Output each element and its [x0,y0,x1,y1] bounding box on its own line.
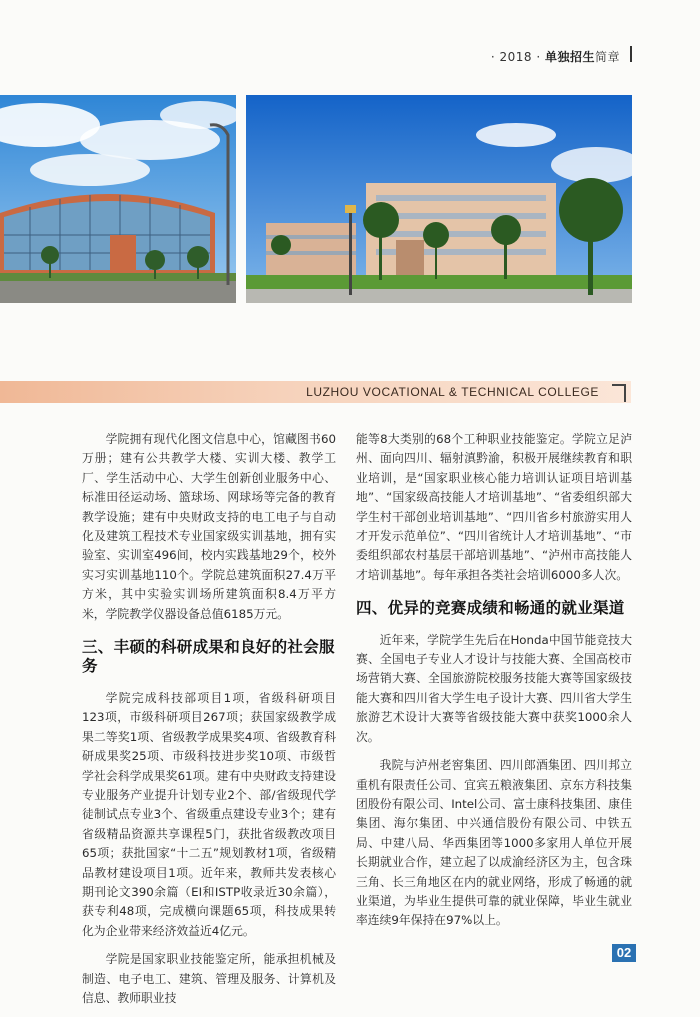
campus-photo-library [0,95,236,303]
header-title-bold: 单独招生 [544,50,595,64]
header-divider [630,46,632,62]
paragraph-facilities: 学院拥有现代化图文信息中心，馆藏图书60万册；建有公共教学大楼、实训大楼、教学工厂、学生活动中心、大学生创新创业服务中心、标准田径运动场、篮球场、网球场等完备的教育教学设施；建有中央财政支持的电工电子与自动化及建筑工程技术专业国家级实训基地，拥有实验室、实训室496间，校内实践基地29个，校外实习实训基地110个。学院总建筑面积27.4万平方米，其中实验实训场所建筑面积8.4万平方米，学院教学仪器设备总值6185万元。 [82,432,336,621]
banner-corner-mark [612,384,626,402]
left-column [82,430,336,1008]
page-number: 02 [612,944,636,962]
paragraph-skills-appraisal-cont: 能等8大类别的68个工种职业技能鉴定。学院立足泸州、面向四川、辐射滇黔渝，积极开展继续教育和职业培训，是“国家职业核心能力培训认证项目培训基地”、“国家级高技能人才培训基地”、“省委组织部大学生村干部创业培训基地”、“四川省乡村旅游实用人才开发示范单位”、“四川省统计人才培训基地”、“市委组织部农村基层干部培训基地”、“泸州市高技能人才培训基地”。每年承担各类社会培训6000多人次。 [356,432,632,582]
paragraph-competitions: 近年来，学院学生先后在Honda中国节能竞技大赛、全国电子专业人才设计与技能大赛、全国高校市场营销大赛、全国旅游院校服务技能大赛等国家级技能大赛和四川省大学生电子设计大赛、四川省大学生旅游艺术设计大赛等省级技能大赛中获奖1000余人次。 [356,632,632,744]
banner-text: LUZHOU VOCATIONAL & TECHNICAL COLLEGE [306,385,599,399]
paragraph-research: 学院完成科技部项目1项，省级科研项目123项，市级科研项目267项；获国家级教学成果二等奖1项、省级教学成果奖4项、省级教育科研成果奖25项、市级科技进步奖10项、市级哲学社会科学成果奖61项。建有中央财政支持建设专业服务产业提升计划专业2个、部/省级现代学徒制试点专业3个、省级重点建设专业3个；建有省级精品资源共享课程5门，获批省级教改项目65项；获批国家“十二五”规划教材1项，省级精品教材建设项目1项。近年来，教师共发表核心期刊论文390余篇（EI和ISTP收录近30余篇），获专利48项，完成横向课题65项，科技成果转化为企业带来经济效益近4亿元。 [82,690,336,938]
college-name-banner [0,381,631,403]
section-heading-research: 三、丰硕的科研成果和良好的社会服务 [82,638,335,676]
header-year: · 2018 · [490,50,541,64]
running-header [491,48,620,65]
campus-photo-buildings [246,95,632,303]
right-column [356,430,632,931]
header-title-rest: 简章 [594,50,620,64]
paragraph-skills-appraisal: 学院是国家职业技能鉴定所，能承担机械及制造、电子电工、建筑、管理及服务、计算机及信息、教师职业技 [82,952,336,1005]
section-heading-competitions: 四、优异的竞赛成绩和畅通的就业渠道 [356,599,625,618]
paragraph-employment: 我院与泸州老窖集团、四川郎酒集团、四川邦立重机有限责任公司、宜宾五粮液集团、京东方科技集团股份有限公司、Intel公司、富士康科技集团、康佳集团、海尔集团、中兴通信股份有限公司、中铁五局、中建八局、华西集团等1000多家用人单位开展长期就业合作，建立起了以成渝经济区为主，包含珠三角、长三角地区在内的就业网络，形成了畅通的就业渠道，为毕业生提供可靠的就业保障，毕业生就业率连续9年保持在97%以上。 [356,758,632,928]
